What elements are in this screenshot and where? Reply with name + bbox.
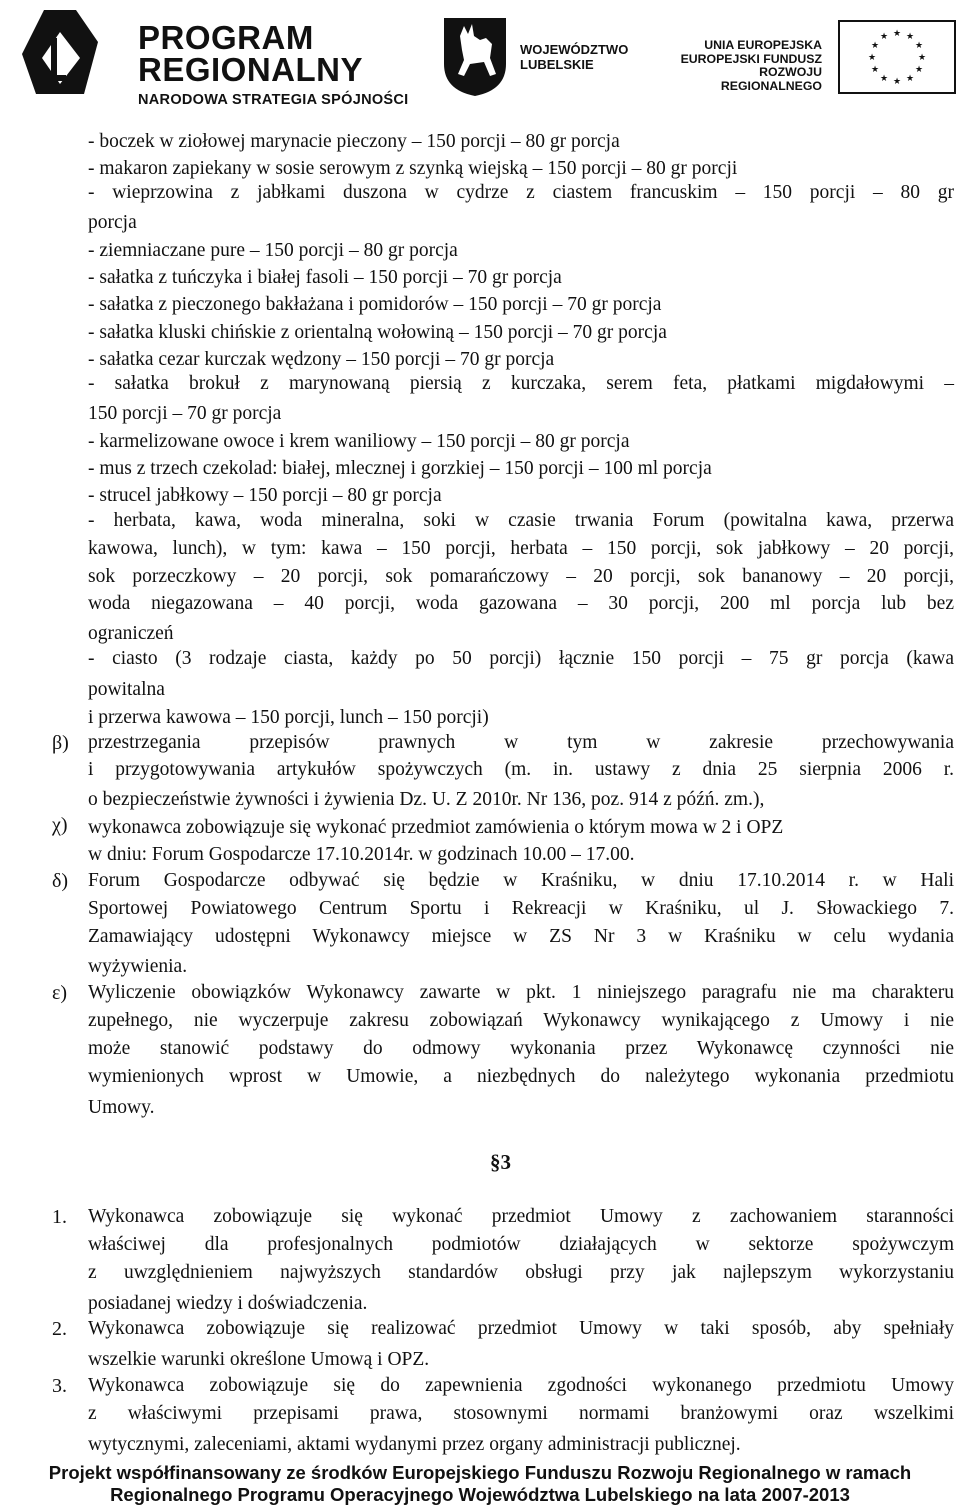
program-subtitle: NARODOWA STRATEGIA SPÓJNOŚCI <box>138 92 409 108</box>
svg-text:★: ★ <box>879 32 889 42</box>
menu-line: - mus z trzech czekolad: białej, mlecznej i gorzkiej – 150 porcji – 100 ml porcja <box>88 458 712 479</box>
svg-text:★: ★ <box>914 65 924 75</box>
svg-text:★: ★ <box>892 29 902 39</box>
program-line1: PROGRAM <box>138 19 314 56</box>
svg-text:★: ★ <box>905 74 915 84</box>
menu-line: - strucel jabłkowy – 150 porcji – 80 gr porcja <box>88 485 442 506</box>
list-item-line: może stanowić podstawy do odmowy wykonania przez Wykonawcę czynności nie <box>88 1038 954 1059</box>
eu-fund-text <box>668 39 822 93</box>
list-item-line: właściwej dla profesjonalnych podmiotów działających w sektorze spożywczym <box>88 1234 954 1255</box>
ue-line2: EUROPEJSKI FUNDUSZ <box>680 51 822 66</box>
list-marker: χ) <box>52 814 68 836</box>
footer-line2: Regionalnego Programu Operacyjnego Województwa Lubelskiego na lata 2007-2013 <box>110 1484 850 1505</box>
list-marker: ε) <box>52 982 68 1004</box>
list-item-line: przestrzegania przepisów prawnych w tym w zakresie przechowywania <box>88 732 954 753</box>
list-marker: 1. <box>52 1206 67 1228</box>
list-item-line: Wykonawca zobowiązuje się realizować przedmiot Umowy w taki sposób, aby spełniały <box>88 1318 954 1339</box>
woj-line1: WOJEWÓDZTWO <box>520 42 629 57</box>
list-item-line: Umowy. <box>88 1097 155 1118</box>
list-item-line: Zamawiający udostępni Wykonawcy miejsce w ZS Nr 3 w Kraśniku w celu wydania <box>88 926 954 947</box>
menu-line: - sałatka cezar kurczak wędzony – 150 porcji – 70 gr porcja <box>88 349 555 370</box>
menu-line: porcja <box>88 212 137 233</box>
menu-line: - sałatka z tuńczyka i białej fasoli – 150 porcji – 70 gr porcja <box>88 267 562 288</box>
list-item-line: o bezpieczeństwie żywności i żywienia Dz. U. Z 2010r. Nr 136, poz. 914 z późń. zm.), <box>88 789 765 810</box>
list-item-line: z uwzględnieniem najwyższych standardów obsługi przy jak najlepszym wykorzystaniu <box>88 1262 954 1283</box>
program-line2: REGIONALNY <box>138 51 364 88</box>
list-item-line: Forum Gospodarcze odbywać się będzie w Kraśniku, w dniu 17.10.2014 r. w Hali <box>88 870 954 891</box>
menu-line: - sałatka brokuł z marynowaną piersią z kurczaka, serem feta, płatkami migdałowymi – <box>88 373 954 394</box>
list-item-line: wszelkie warunki określone Umową i OPZ. <box>88 1349 430 1370</box>
menu-line: woda niegazowana – 40 porcji, woda gazowana – 30 porcji, 200 ml porcja lub bez <box>88 593 954 614</box>
svg-text:★: ★ <box>879 74 889 84</box>
list-item-line: zupełnego, nie wyczerpuje zakresu zobowiązań Wykonawcy wynikającego z Umowy i nie <box>88 1010 954 1031</box>
menu-line: - boczek w ziołowej marynacie pieczony – 150 porcji – 80 gr porcja <box>88 131 620 152</box>
menu-line: - karmelizowane owoce i krem waniliowy – 150 porcji – 80 gr porcja <box>88 431 630 452</box>
list-item-line: wytycznymi, zaleceniami, aktami wydanymi przez organy administracji publicznej. <box>88 1434 741 1455</box>
menu-line: - wieprzowina z jabłkami duszona w cydrze z ciastem francuskim – 150 porcji – 80 gr <box>88 182 954 203</box>
menu-line: - sałatka z pieczonego bakłażana i pomidorów – 150 porcji – 70 gr porcja <box>88 294 662 315</box>
menu-line: ograniczeń <box>88 623 174 644</box>
list-marker: β) <box>52 732 69 754</box>
svg-text:★: ★ <box>917 53 927 63</box>
menu-line: - sałatka kluski chińskie z orientalną wołowiną – 150 porcji – 70 gr porcja <box>88 322 667 343</box>
svg-text:★: ★ <box>914 41 924 51</box>
list-item-line: posiadanej wiedzy i doświadczenia. <box>88 1293 368 1314</box>
list-item-line: w dniu: Forum Gospodarcze 17.10.2014r. w godzinach 10.00 – 17.00. <box>88 844 635 865</box>
eu-flag-icon <box>838 20 956 94</box>
menu-line: i przerwa kawowa – 150 porcji, lunch – 150 porcji) <box>88 707 489 728</box>
svg-text:★: ★ <box>867 53 877 63</box>
page-header <box>0 0 960 110</box>
svg-text:★: ★ <box>870 41 880 51</box>
list-item-line: Sportowej Powiatowego Centrum Sportu i Rekreacji w Kraśniku, ul J. Słowackiego 7. <box>88 898 954 919</box>
list-item-line: wyżywienia. <box>88 956 188 977</box>
menu-line: - makaron zapiekany w sosie serowym z szynką wiejską – 150 porcji – 80 gr porcji <box>88 158 738 179</box>
page-footer <box>0 1462 960 1506</box>
ue-line3: ROZWOJU REGIONALNEGO <box>720 65 822 93</box>
list-item-line: i przygotowywania artykułów spożywczych (m. in. ustawy z dnia 25 sierpnia 2006 r. <box>88 759 954 780</box>
menu-line: - herbata, kawa, woda mineralna, soki w czasie trwania Forum (powitalna kawa, przerwa <box>88 510 954 531</box>
list-item-line: Wykonawca zobowiązuje się do zapewnienia zgodności wykonanego przedmiotu Umowy <box>88 1375 954 1396</box>
list-item-line: wymienionych wprost w Umowie, a niezbędnych do należytego wykonania przedmiotu <box>88 1066 954 1087</box>
program-regionalny-logo-icon <box>14 2 106 102</box>
list-marker: 3. <box>52 1375 67 1397</box>
menu-line: sok porzeczkowy – 20 porcji, sok pomarańczowy – 20 porcji, sok bananowy – 20 porcji, <box>88 566 954 587</box>
list-item-line: Wyliczenie obowiązków Wykonawcy zawarte w pkt. 1 niniejszego paragrafu nie ma charakteru <box>88 982 954 1003</box>
program-regionalny-text <box>138 19 409 108</box>
section-title: §3 <box>490 1150 511 1174</box>
svg-text:★: ★ <box>892 77 902 87</box>
footer-line1: Projekt współfinansowany ze środków Europejskiego Funduszu Rozwoju Regionalnego w ramach <box>48 1462 912 1483</box>
menu-line: - ziemniaczane pure – 150 porcji – 80 gr porcja <box>88 240 458 261</box>
list-marker: 2. <box>52 1318 67 1340</box>
lubelskie-deer-emblem-icon <box>440 14 510 98</box>
woj-line2: LUBELSKIE <box>520 57 594 72</box>
svg-text:★: ★ <box>905 32 915 42</box>
menu-line: kawowa, lunch), w tym: kawa – 150 porcji, herbata – 150 porcji, sok jabłkowy – 20 porcji, <box>88 538 954 559</box>
list-item-line: wykonawca zobowiązuje się wykonać przedmiot zamówienia o którym mowa w 2 i OPZ <box>88 817 784 838</box>
list-marker: δ) <box>52 870 69 892</box>
menu-line: - ciasto (3 rodzaje ciasta, każdy po 50 porcji) łącznie 150 porcji – 75 gr porcja (kawa <box>88 648 954 669</box>
list-item-line: z właściwymi przepisami prawa, stosownymi normami branżowymi oraz wszelkimi <box>88 1403 954 1424</box>
svg-text:★: ★ <box>870 65 880 75</box>
ue-line1: UNIA EUROPEJSKA <box>704 38 822 52</box>
wojewodztwo-text <box>520 42 628 72</box>
menu-line: powitalna <box>88 679 165 700</box>
list-item-line: Wykonawca zobowiązuje się wykonać przedmiot Umowy z zachowaniem staranności <box>88 1206 954 1227</box>
menu-line: 150 porcji – 70 gr porcja <box>88 403 282 424</box>
